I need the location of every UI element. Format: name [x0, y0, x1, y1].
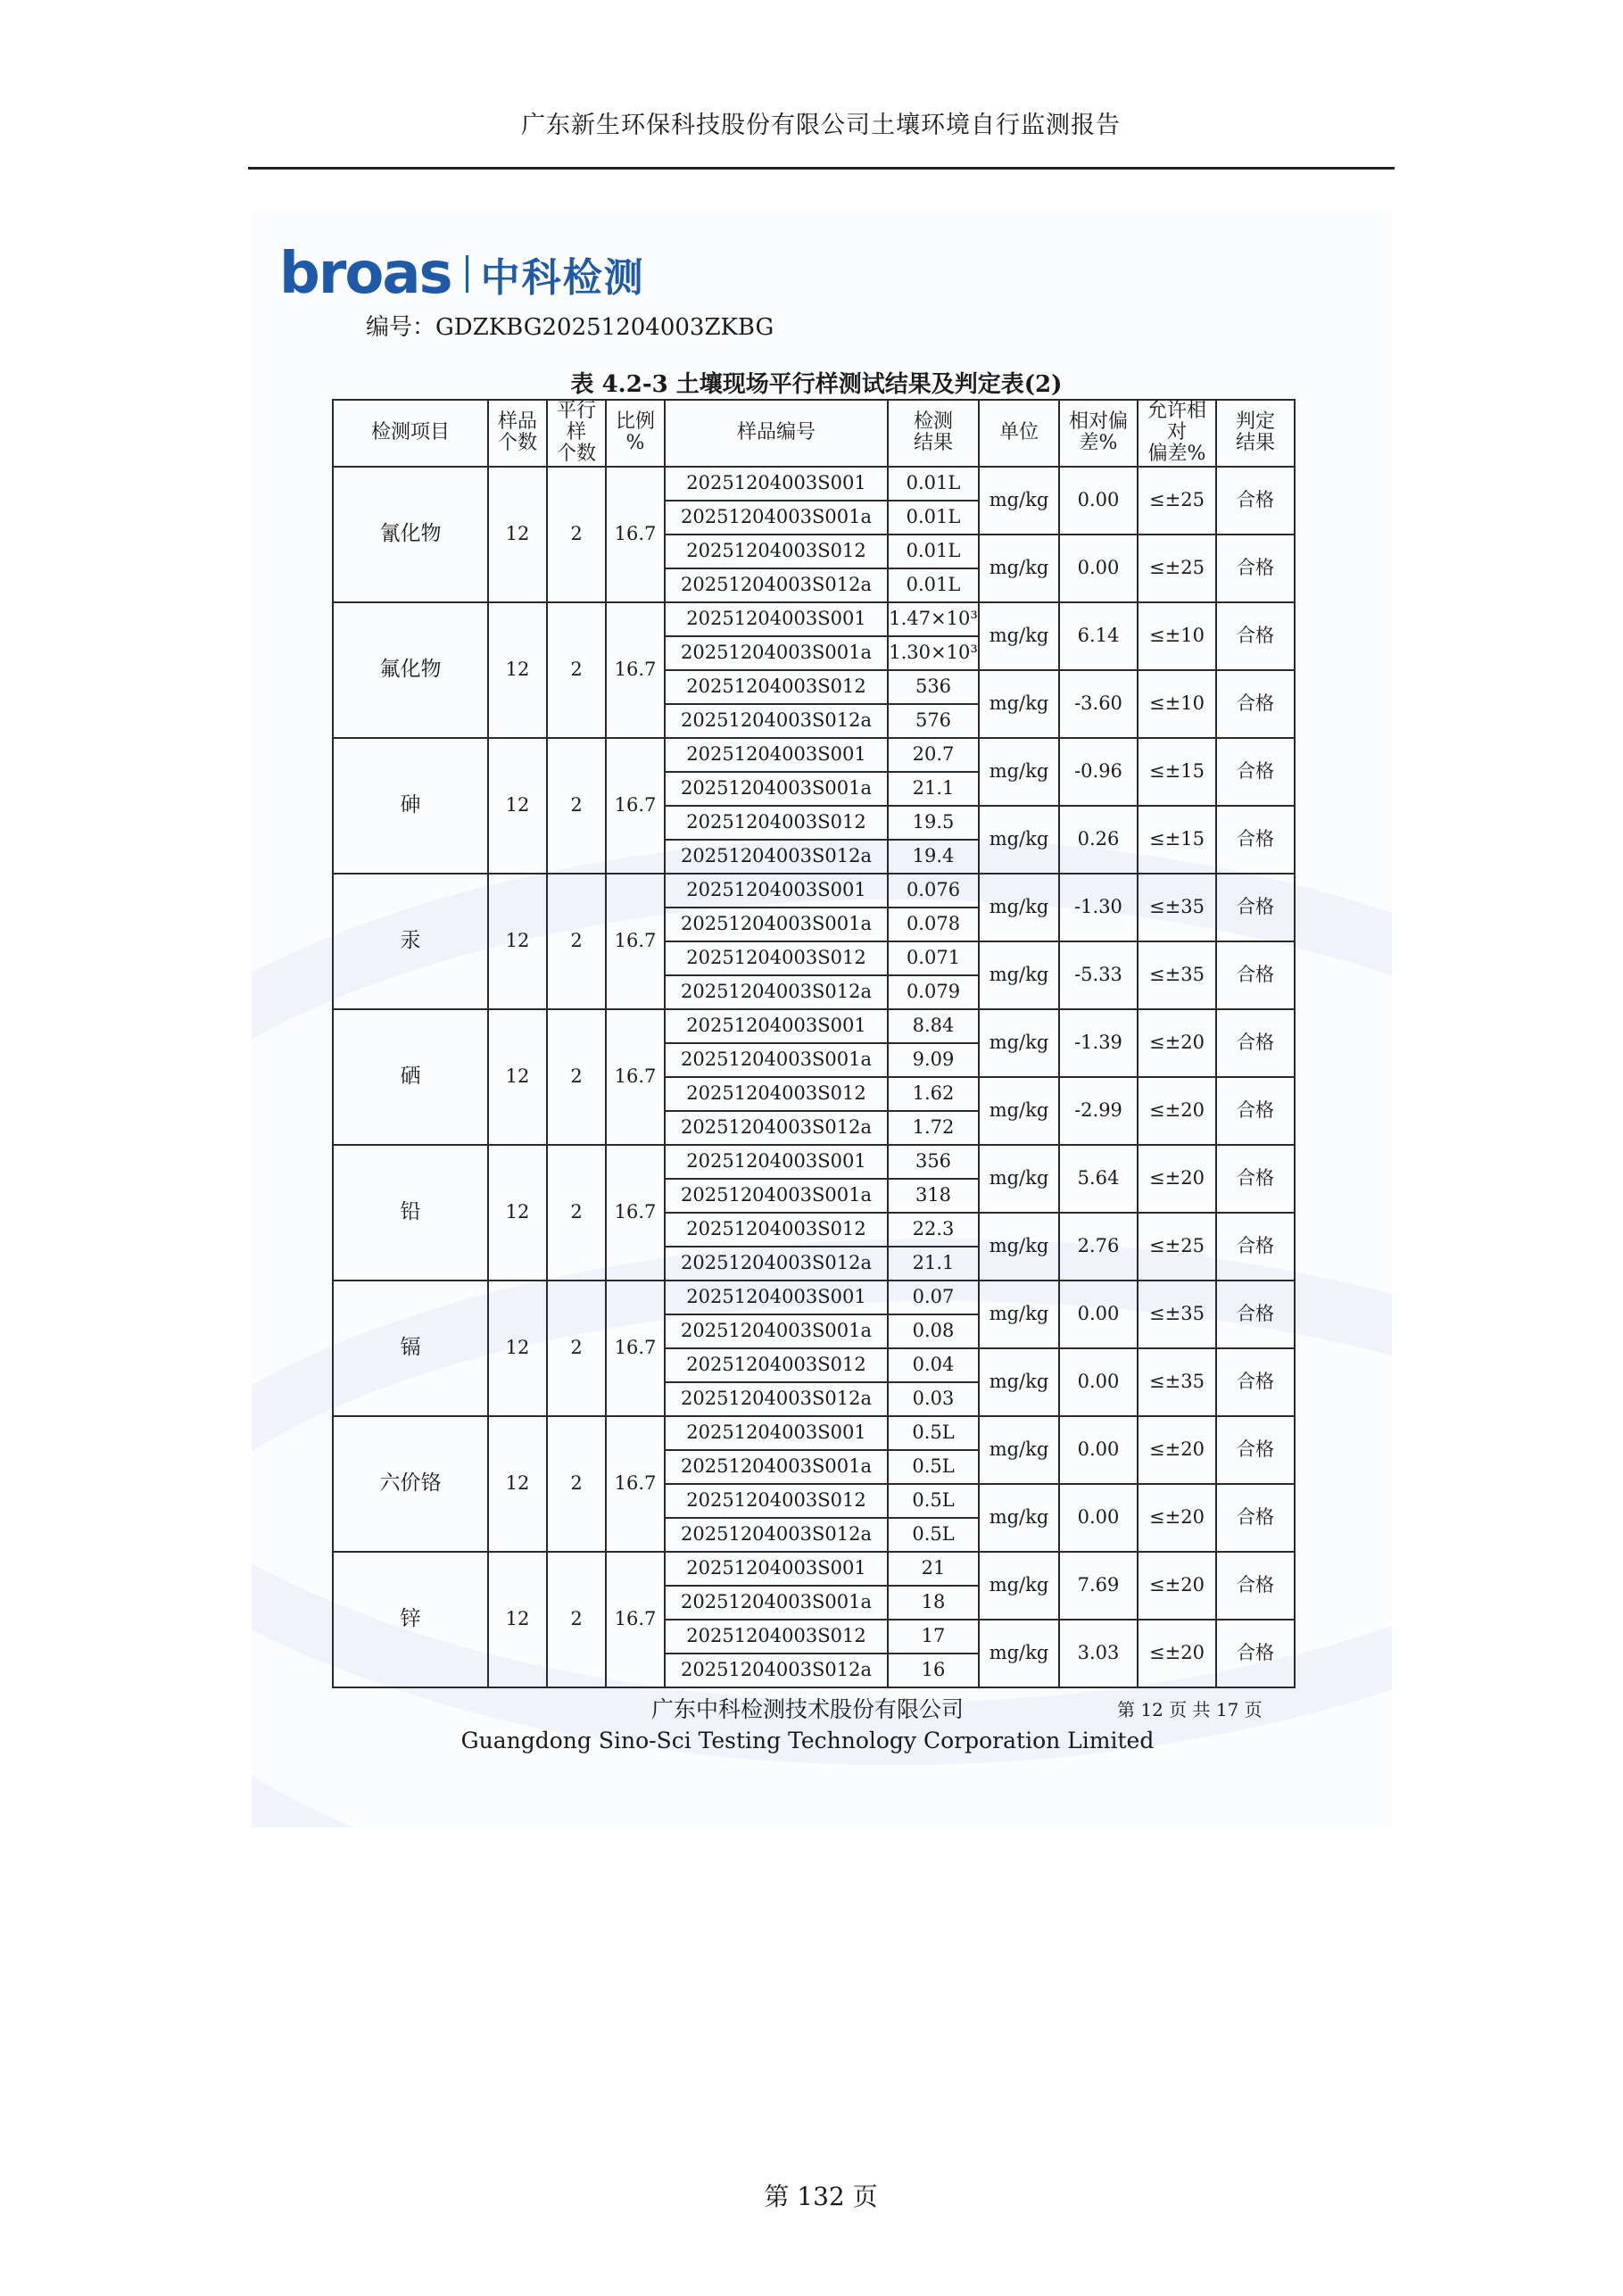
cell-result: 0.5L	[888, 1518, 979, 1552]
cell-judgement: 合格	[1216, 1281, 1295, 1348]
cell-sample-id: 20251204003S001a	[665, 1179, 888, 1213]
cell-item: 六价铬	[333, 1416, 488, 1552]
cell-sample-count: 12	[488, 1145, 547, 1281]
cell-item: 镉	[333, 1281, 488, 1416]
cell-unit: mg/kg	[979, 941, 1059, 1009]
cell-allowed-deviation: ≤±20	[1138, 1145, 1216, 1213]
cell-sample-id: 20251204003S001a	[665, 1043, 888, 1077]
cell-unit: mg/kg	[979, 1484, 1059, 1552]
cell-result: 18	[888, 1586, 979, 1620]
table-row	[333, 1416, 1295, 1450]
cell-sample-id: 20251204003S012	[665, 941, 888, 975]
cell-relative-deviation: 0.00	[1059, 467, 1138, 535]
cell-allowed-deviation: ≤±10	[1138, 602, 1216, 670]
table-body	[333, 467, 1295, 1687]
cell-result: 0.04	[888, 1348, 979, 1382]
cell-result: 16	[888, 1654, 979, 1687]
col-header-item: 检测项目	[333, 400, 488, 467]
parallel-sample-results-table	[332, 399, 1296, 1688]
cell-relative-deviation: 7.69	[1059, 1552, 1138, 1620]
col-header-allowed-deviation	[1138, 400, 1216, 467]
report-number	[366, 309, 774, 342]
cell-ratio: 16.7	[606, 1145, 665, 1281]
cell-result: 536	[888, 670, 979, 704]
cell-relative-deviation: 0.00	[1059, 1484, 1138, 1552]
cell-sample-id: 20251204003S012	[665, 535, 888, 568]
cell-sample-id: 20251204003S012a	[665, 568, 888, 602]
cell-ratio: 16.7	[606, 1281, 665, 1416]
cell-allowed-deviation: ≤±20	[1138, 1077, 1216, 1145]
cell-sample-id: 20251204003S001	[665, 1009, 888, 1043]
col-header-unit: 单位	[979, 400, 1059, 467]
cell-result: 318	[888, 1179, 979, 1213]
cell-judgement: 合格	[1216, 1416, 1295, 1484]
cell-sample-id: 20251204003S012	[665, 1213, 888, 1247]
cell-sample-id: 20251204003S001a	[665, 1450, 888, 1484]
cell-parallel-count: 2	[547, 738, 606, 874]
cell-result: 1.62	[888, 1077, 979, 1111]
cell-parallel-count: 2	[547, 1416, 606, 1552]
cell-unit: mg/kg	[979, 535, 1059, 602]
cell-result: 576	[888, 704, 979, 738]
cell-result: 17	[888, 1620, 979, 1654]
cell-result: 0.078	[888, 908, 979, 941]
cell-sample-id: 20251204003S001	[665, 467, 888, 501]
cell-unit: mg/kg	[979, 1552, 1059, 1620]
cell-judgement: 合格	[1216, 1552, 1295, 1620]
cell-ratio: 16.7	[606, 1552, 665, 1687]
col-header-line: 判定	[1235, 410, 1275, 434]
col-header-line: 个数	[556, 443, 596, 466]
cell-judgement: 合格	[1216, 467, 1295, 535]
cell-relative-deviation: -1.30	[1059, 874, 1138, 941]
cell-allowed-deviation: ≤±25	[1138, 535, 1216, 602]
table-row	[333, 874, 1295, 908]
cell-sample-count: 12	[488, 467, 547, 602]
cell-result: 0.01L	[888, 568, 979, 602]
cell-result: 21	[888, 1552, 979, 1586]
cell-allowed-deviation: ≤±20	[1138, 1484, 1216, 1552]
cell-parallel-count: 2	[547, 467, 606, 602]
page-header-title: 广东新生环保科技股份有限公司土壤环境自行监测报告	[521, 112, 1121, 139]
table-row	[333, 1552, 1295, 1586]
table-header-row	[333, 400, 1295, 467]
cell-unit: mg/kg	[979, 1348, 1059, 1416]
cell-sample-count: 12	[488, 738, 547, 874]
cell-sample-id: 20251204003S012	[665, 1484, 888, 1518]
col-header-relative-deviation	[1059, 400, 1138, 467]
cell-relative-deviation: 2.76	[1059, 1213, 1138, 1281]
col-header-line: %	[625, 432, 645, 455]
cell-judgement: 合格	[1216, 1213, 1295, 1281]
cell-judgement: 合格	[1216, 941, 1295, 1009]
cell-allowed-deviation: ≤±35	[1138, 1348, 1216, 1416]
cell-sample-id: 20251204003S001a	[665, 1586, 888, 1620]
cell-result: 0.5L	[888, 1450, 979, 1484]
cell-relative-deviation: 5.64	[1059, 1145, 1138, 1213]
cell-ratio: 16.7	[606, 602, 665, 738]
cell-result: 0.08	[888, 1314, 979, 1348]
col-header-sample-id: 样品编号	[665, 400, 888, 467]
cell-parallel-count: 2	[547, 1145, 606, 1281]
cell-result: 0.01L	[888, 467, 979, 501]
cell-unit: mg/kg	[979, 738, 1059, 806]
cell-sample-count: 12	[488, 1552, 547, 1687]
cell-judgement: 合格	[1216, 1484, 1295, 1552]
cell-allowed-deviation: ≤±20	[1138, 1552, 1216, 1620]
cell-parallel-count: 2	[547, 1009, 606, 1145]
cell-unit: mg/kg	[979, 1145, 1059, 1213]
cell-sample-id: 20251204003S001	[665, 874, 888, 908]
col-header-line: 偏差%	[1147, 443, 1206, 466]
cell-judgement: 合格	[1216, 806, 1295, 874]
cell-item: 氟化物	[333, 602, 488, 738]
col-header-line: 允许相对	[1147, 400, 1206, 444]
cell-sample-id: 20251204003S001	[665, 1281, 888, 1314]
cell-sample-id: 20251204003S001a	[665, 1314, 888, 1348]
cell-allowed-deviation: ≤±25	[1138, 1213, 1216, 1281]
cell-unit: mg/kg	[979, 602, 1059, 670]
cell-allowed-deviation: ≤±20	[1138, 1416, 1216, 1484]
cell-sample-id: 20251204003S012a	[665, 704, 888, 738]
cell-relative-deviation: 0.00	[1059, 1348, 1138, 1416]
cell-sample-count: 12	[488, 1009, 547, 1145]
cell-allowed-deviation: ≤±20	[1138, 1009, 1216, 1077]
page-number: 第 132 页	[764, 2182, 878, 2211]
cell-allowed-deviation: ≤±20	[1138, 1620, 1216, 1687]
cell-judgement: 合格	[1216, 1145, 1295, 1213]
col-header-ratio	[606, 400, 665, 467]
cell-relative-deviation: -1.39	[1059, 1009, 1138, 1077]
cell-parallel-count: 2	[547, 874, 606, 1009]
table-title: 表 4.2-3 土壤现场平行样测试结果及判定表(2)	[570, 371, 1063, 398]
cell-relative-deviation: 0.00	[1059, 535, 1138, 602]
cell-result: 0.01L	[888, 535, 979, 568]
cell-unit: mg/kg	[979, 1416, 1059, 1484]
cell-sample-id: 20251204003S012	[665, 1077, 888, 1111]
table-row	[333, 1145, 1295, 1179]
cell-allowed-deviation: ≤±35	[1138, 874, 1216, 941]
footer-company	[393, 1692, 1222, 1753]
cell-sample-id: 20251204003S012a	[665, 1382, 888, 1416]
cell-result: 0.03	[888, 1382, 979, 1416]
cell-sample-count: 12	[488, 1416, 547, 1552]
cell-sample-id: 20251204003S001a	[665, 908, 888, 941]
cell-result: 19.5	[888, 806, 979, 840]
cell-relative-deviation: 0.00	[1059, 1281, 1138, 1348]
cell-ratio: 16.7	[606, 738, 665, 874]
cell-ratio: 16.7	[606, 874, 665, 1009]
report-number-label: 编号：	[366, 314, 436, 341]
cell-unit: mg/kg	[979, 1281, 1059, 1348]
cell-allowed-deviation: ≤±15	[1138, 738, 1216, 806]
cell-relative-deviation: 3.03	[1059, 1620, 1138, 1687]
cell-sample-id: 20251204003S001	[665, 738, 888, 772]
cell-sample-id: 20251204003S001	[665, 1552, 888, 1586]
cell-allowed-deviation: ≤±25	[1138, 467, 1216, 535]
cell-sample-id: 20251204003S001	[665, 1416, 888, 1450]
logo-chinese-name: 中科检测	[480, 255, 645, 301]
footer-company-en: Guangdong Sino-Sci Testing Technology Corporation Limited	[460, 1728, 1155, 1753]
cell-item: 锌	[333, 1552, 488, 1687]
report-number-value: GDZKBG20251204003ZKBG	[435, 314, 774, 341]
logo-separator	[466, 255, 468, 293]
cell-allowed-deviation: ≤±10	[1138, 670, 1216, 738]
col-header-line: 相对偏	[1068, 410, 1128, 434]
cell-sample-count: 12	[488, 602, 547, 738]
cell-sample-count: 12	[488, 1281, 547, 1416]
cell-ratio: 16.7	[606, 1009, 665, 1145]
cell-sample-id: 20251204003S001	[665, 1145, 888, 1179]
cell-result: 9.09	[888, 1043, 979, 1077]
cell-result: 21.1	[888, 1247, 979, 1281]
cell-relative-deviation: -5.33	[1059, 941, 1138, 1009]
cell-relative-deviation: 0.00	[1059, 1416, 1138, 1484]
cell-unit: mg/kg	[979, 467, 1059, 535]
cell-result: 21.1	[888, 772, 979, 806]
cell-sample-id: 20251204003S012	[665, 1620, 888, 1654]
table-row	[333, 602, 1295, 636]
cell-unit: mg/kg	[979, 806, 1059, 874]
cell-result: 0.5L	[888, 1484, 979, 1518]
cell-result: 1.30×10³	[888, 636, 979, 670]
cell-result: 0.079	[888, 975, 979, 1009]
cell-item: 硒	[333, 1009, 488, 1145]
cell-relative-deviation: -0.96	[1059, 738, 1138, 806]
cell-unit: mg/kg	[979, 1620, 1059, 1687]
cell-sample-id: 20251204003S012	[665, 806, 888, 840]
cell-allowed-deviation: ≤±15	[1138, 806, 1216, 874]
col-header-line: 检测	[913, 410, 953, 434]
cell-result: 0.5L	[888, 1416, 979, 1450]
col-header-line: 比例	[615, 410, 655, 434]
cell-relative-deviation: -2.99	[1059, 1077, 1138, 1145]
col-header-result	[888, 400, 979, 467]
cell-judgement: 合格	[1216, 874, 1295, 941]
cell-judgement: 合格	[1216, 738, 1295, 806]
col-header-line: 样品	[497, 410, 537, 434]
cell-sample-id: 20251204003S001a	[665, 636, 888, 670]
cell-result: 0.07	[888, 1281, 979, 1314]
cell-sample-id: 20251204003S001	[665, 602, 888, 636]
table-row	[333, 738, 1295, 772]
cell-sample-id: 20251204003S012a	[665, 1111, 888, 1145]
col-header-parallel-count	[547, 400, 606, 467]
cell-unit: mg/kg	[979, 1213, 1059, 1281]
cell-unit: mg/kg	[979, 1077, 1059, 1145]
cell-unit: mg/kg	[979, 874, 1059, 941]
table-row	[333, 467, 1295, 501]
cell-judgement: 合格	[1216, 1620, 1295, 1687]
cell-item: 氰化物	[333, 467, 488, 602]
col-header-sample-count	[488, 400, 547, 467]
col-header-line: 平行样	[556, 400, 596, 444]
col-header-line: 个数	[497, 432, 537, 455]
cell-relative-deviation: 0.26	[1059, 806, 1138, 874]
cell-ratio: 16.7	[606, 467, 665, 602]
cell-allowed-deviation: ≤±35	[1138, 941, 1216, 1009]
cell-allowed-deviation: ≤±35	[1138, 1281, 1216, 1348]
col-header-line: 结果	[913, 432, 953, 455]
cell-ratio: 16.7	[606, 1416, 665, 1552]
col-header-line: 结果	[1235, 432, 1275, 455]
cell-item: 汞	[333, 874, 488, 1009]
logo-broas-wordmark: broas	[279, 241, 451, 307]
cell-judgement: 合格	[1216, 1009, 1295, 1077]
cell-result: 8.84	[888, 1009, 979, 1043]
cell-sample-id: 20251204003S012a	[665, 1247, 888, 1281]
col-header-judgement	[1216, 400, 1295, 467]
cell-sample-id: 20251204003S012	[665, 1348, 888, 1382]
cell-result: 356	[888, 1145, 979, 1179]
cell-item: 铅	[333, 1145, 488, 1281]
cell-result: 1.47×10³	[888, 602, 979, 636]
cell-sample-count: 12	[488, 874, 547, 1009]
cell-item: 砷	[333, 738, 488, 874]
cell-judgement: 合格	[1216, 670, 1295, 738]
cell-parallel-count: 2	[547, 1552, 606, 1687]
cell-result: 22.3	[888, 1213, 979, 1247]
cell-result: 0.071	[888, 941, 979, 975]
cell-sample-id: 20251204003S012a	[665, 840, 888, 874]
cell-sample-id: 20251204003S012a	[665, 1654, 888, 1687]
cell-result: 19.4	[888, 840, 979, 874]
cell-result: 20.7	[888, 738, 979, 772]
cell-sample-id: 20251204003S012a	[665, 1518, 888, 1552]
footer-company-cn: 广东中科检测技术股份有限公司	[650, 1696, 964, 1722]
cell-result: 1.72	[888, 1111, 979, 1145]
cell-judgement: 合格	[1216, 602, 1295, 670]
cell-judgement: 合格	[1216, 1077, 1295, 1145]
cell-relative-deviation: 6.14	[1059, 602, 1138, 670]
cell-sample-id: 20251204003S001a	[665, 772, 888, 806]
cell-judgement: 合格	[1216, 1348, 1295, 1416]
table-row	[333, 1009, 1295, 1043]
cell-parallel-count: 2	[547, 602, 606, 738]
footer-inner-page: 第 12 页 共 17 页	[1117, 1699, 1263, 1720]
header-rule	[248, 167, 1395, 170]
cell-judgement: 合格	[1216, 535, 1295, 602]
table-row	[333, 1281, 1295, 1314]
cell-unit: mg/kg	[979, 670, 1059, 738]
cell-sample-id: 20251204003S012	[665, 670, 888, 704]
cell-relative-deviation: -3.60	[1059, 670, 1138, 738]
company-logo	[279, 243, 645, 305]
cell-sample-id: 20251204003S001a	[665, 501, 888, 535]
cell-result: 0.01L	[888, 501, 979, 535]
cell-result: 0.076	[888, 874, 979, 908]
cell-parallel-count: 2	[547, 1281, 606, 1416]
cell-sample-id: 20251204003S012a	[665, 975, 888, 1009]
col-header-line: 差%	[1079, 432, 1118, 455]
cell-unit: mg/kg	[979, 1009, 1059, 1077]
